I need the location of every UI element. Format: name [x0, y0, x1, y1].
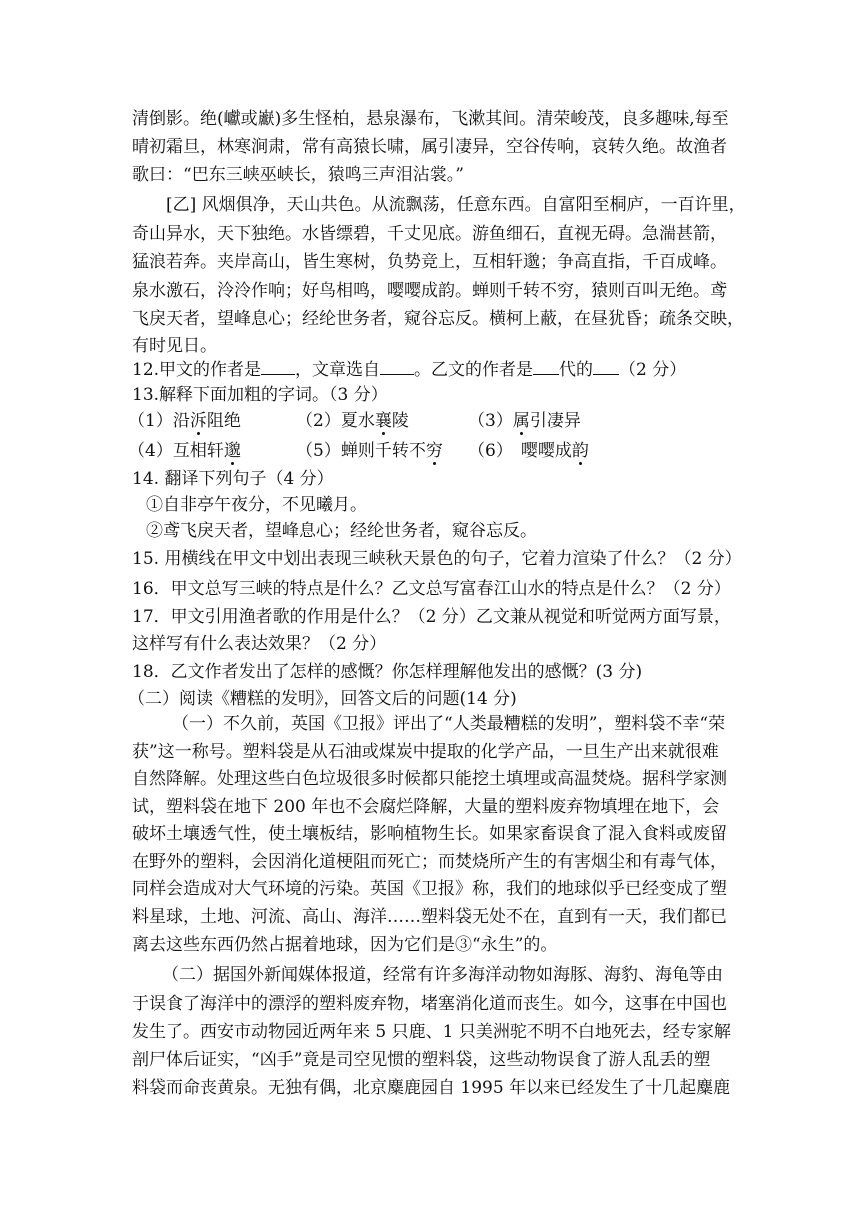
- passage-line: 料袋而命丧黄泉。无独有偶，北京麋鹿园自 1995 年以来已经发生了十几起麋鹿: [132, 1078, 731, 1098]
- vocab-item-2: （2）夏水襄陵: [296, 411, 409, 431]
- emphasis-char: 泝: [189, 411, 207, 431]
- section-2-title: （二）阅读《糟糕的发明》，回答文后的问题(14 分): [128, 689, 517, 709]
- answer-blank[interactable]: [593, 356, 619, 375]
- passage-line: 于误食了海洋中的漂浮的塑料废弃物，堵塞消化道而丧生。如今，这事在中国也: [132, 994, 727, 1014]
- answer-blank[interactable]: [380, 356, 414, 375]
- passage-line: 在野外的塑料，会因消化道梗阻而死亡；而焚烧所产生的有害烟尘和有毒气体，: [132, 852, 727, 872]
- passage-line: 试，塑料袋在地下 200 年也不会腐烂降解，大量的塑料废弃物填埋在地下，会: [132, 797, 720, 817]
- emphasis-char: 属: [512, 411, 530, 431]
- question-12: 12.甲文的作者是 ，文章选自 。乙文的作者是 代的 （2 分）: [132, 356, 686, 383]
- yi-text-line: 奇山异水，天下独绝。水皆缥碧，千丈见底。游鱼细石，直视无碍。急湍甚箭，: [132, 224, 727, 244]
- answer-blank[interactable]: [533, 356, 559, 375]
- question-17-line: 这样写有什么表达效果？（2 分）: [132, 634, 387, 654]
- question-15: 15. 用横线在甲文中划出表现三峡秋天景色的句子，它着力渲染了什么？（2 分）: [132, 549, 742, 569]
- jia-text-line: 歌曰：“巴东三峡巫峡长，猿鸣三声泪沾裳。”: [132, 165, 464, 185]
- passage-line: 发生了。西安市动物园近两年来 5 只鹿、1 只美洲驼不明不白地死去，经专家解: [132, 1022, 731, 1042]
- question-16: 16．甲文总写三峡的特点是什么？乙文总写富春江山水的特点是什么？（2 分）: [132, 579, 731, 599]
- question-17-line: 17．甲文引用渔者歌的作用是什么？（2 分）乙文兼从视觉和听觉两方面写景，: [132, 607, 731, 627]
- question-14-title: 14. 翻译下列句子（4 分）: [132, 469, 334, 489]
- passage-line: （二）据国外新闻媒体报道，经常有许多海洋动物如海豚、海豹、海龟等由: [162, 965, 723, 985]
- passage-line: （一）不久前，英国《卫报》评出了“人类最糟糕的发明”，塑料袋不幸“荣: [172, 714, 726, 734]
- yi-text-line: 飞戾天者，望峰息心；经纶世务者，窥谷忘反。横柯上蔽，在昼犹昏；疏条交映，: [132, 309, 744, 329]
- passage-line: 同样会造成对大气环境的污染。英国《卫报》称，我们的地球似乎已经变成了塑: [132, 879, 727, 899]
- emphasis-char: 邈: [223, 441, 241, 461]
- vocab-item-3: （3）属引凄异: [468, 411, 581, 431]
- vocab-item-4: （4）互相轩邈: [128, 441, 241, 461]
- passage-line: 自然降解。处理这些白色垃圾很多时候都只能挖土填埋或高温焚烧。据科学家测: [132, 769, 727, 789]
- yi-text-line: [乙] 风烟俱净，天山共色。从流飘荡，任意东西。自富阳至桐庐，一百许里，: [166, 195, 746, 215]
- emphasis-char: 襄: [374, 411, 392, 431]
- emphasis-char: 韵: [571, 441, 589, 461]
- passage-line: 破坏土壤透气性，使土壤板结，影响植物生长。如果家畜误食了混入食料或废留: [132, 824, 727, 844]
- translate-sentence-2: ②鸢飞戾天者，望峰息心；经纶世务者，窥谷忘反。: [146, 521, 537, 541]
- yi-text-line: 泉水激石，泠泠作响；好鸟相鸣，嘤嘤成韵。蝉则千转不穷，猿则百叫无绝。鸢: [132, 281, 727, 301]
- question-18: 18．乙文作者发出了怎样的感慨？你怎样理解他发出的感慨？(3 分): [132, 662, 643, 682]
- yi-text-line: 有时见日。: [132, 336, 217, 356]
- translate-sentence-1: ①自非亭午夜分，不见曦月。: [146, 495, 367, 515]
- vocab-item-1: （1）沿泝阻绝: [128, 411, 241, 431]
- yi-text-line: 猛浪若奔。夹岸高山，皆生寒树，负势竞上，互相轩邈；争高直指，千百成峰。: [132, 252, 727, 272]
- jia-text-line: 清倒影。绝(巘或巚)多生怪柏，悬泉瀑布，飞漱其间。清荣峻茂，良多趣味,每至: [132, 109, 729, 129]
- question-13-title: 13.解释下面加粗的字词。（3 分）: [132, 385, 388, 405]
- emphasis-char: 穷: [425, 441, 443, 461]
- jia-text-line: 晴初霜旦，林寒涧肃，常有高猿长啸，属引凄异，空谷传响，哀转久绝。故渔者: [132, 137, 727, 157]
- passage-line: 离去这些东西仍然占据着地球，因为它们是③“永生”的。: [132, 935, 558, 955]
- passage-line: 获”这一称号。塑料袋是从石油或煤炭中提取的化学产品，一旦生产出来就很难: [132, 742, 719, 762]
- vocab-item-5: （5）蝉则千转不穷: [296, 441, 443, 461]
- answer-blank[interactable]: [261, 356, 295, 375]
- passage-line: 料星球，土地、河流、高山、海洋……塑料袋无处不在，直到有一天，我们都已: [132, 907, 727, 927]
- passage-line: 剖尸体后证实，“凶手”竟是司空见惯的塑料袋，这些动物误食了游人乱丢的塑: [132, 1050, 711, 1070]
- vocab-item-6: （6） 嘤嘤成韵: [468, 441, 589, 461]
